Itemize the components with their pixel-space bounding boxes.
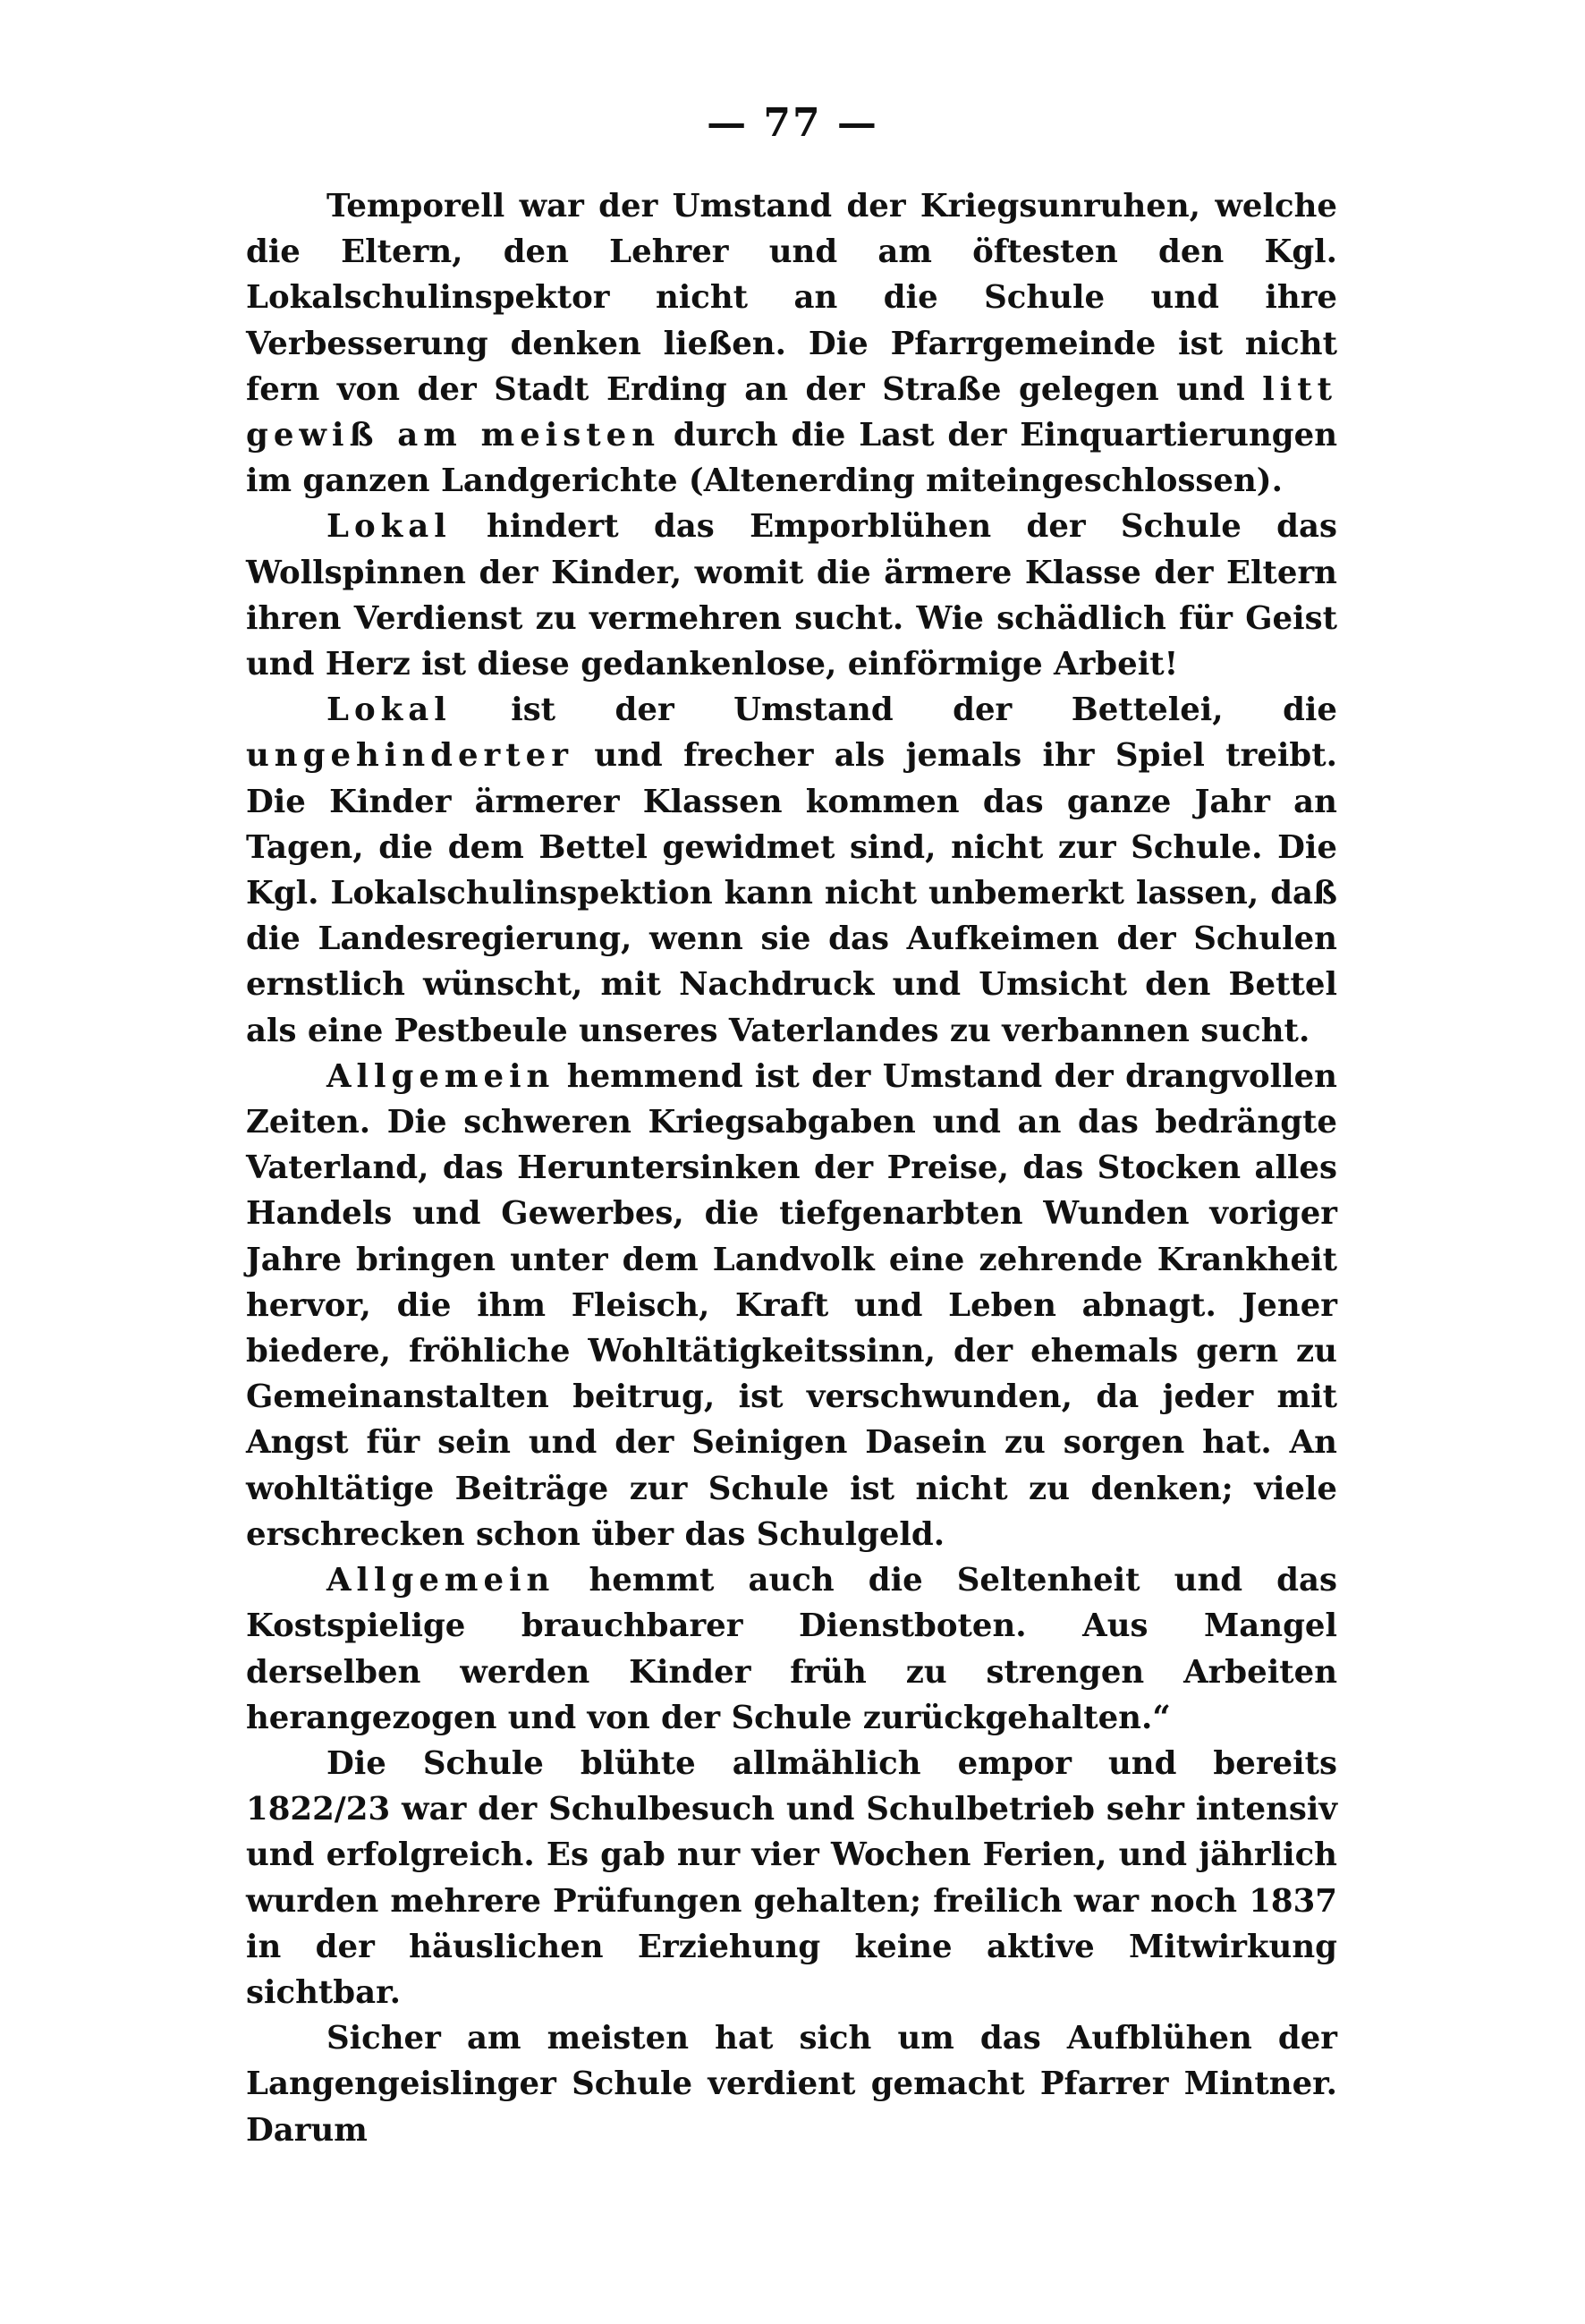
paragraph xyxy=(246,1557,1337,1741)
paragraph-text: Die Schule blühte allmählich empor und bereits 1822/23 war der Schulbesuch und Schulbetrieb sehr intensiv und erfolgreich. Es gab nur vier Wochen Ferien, und jährlich wurden mehrere Prüfungen gehalten; freilich war noch 1837 in der häuslichen Erziehung keine aktive Mitwirkung sichtbar. xyxy=(246,1744,1337,2011)
paragraph xyxy=(246,1741,1337,2015)
spaced-emphasis-text: Lokal xyxy=(326,691,452,729)
paragraph xyxy=(246,1054,1337,1557)
paragraph-text: und frecher als jemals ihr Spiel treibt. Die Kinder ärmerer Klassen kommen das ganze Jahr an Tagen, die dem Bettel gewidmet sind, nicht zur Schule. Die Kgl. Lokalschulinspektion kann nicht unbemerkt lassen, daß die Landesregierung, wenn sie das Aufkeimen der Schulen ernstlich wünscht, mit Nachdruck und Umsicht den Bettel als eine Pestbeule unseres Vaterlandes zu verbannen sucht. xyxy=(246,737,1337,1049)
paragraph-text: Temporell war der Umstand der Kriegsunruhen, welche die Eltern, den Lehrer und am öftesten den Kgl. Lokalschulinspektor nicht an die Schule und ihre Verbesserung denken ließen. Die Pfarrgemeinde ist nicht fern von der Stadt Erding an der Straße gelegen und xyxy=(246,188,1337,408)
paragraph xyxy=(246,504,1337,687)
paragraph xyxy=(246,183,1337,504)
paragraph-text: hemmt auch die Seltenheit und das Kostspielige brauchbarer Dienstboten. Aus Mangel derselben werden Kinder früh zu strengen Arbeiten herangezogen und von der Schule zurückgehalten.“ xyxy=(246,1562,1337,1736)
body-text xyxy=(246,183,1337,2153)
spaced-emphasis-text: ungehinderter xyxy=(246,737,573,775)
spaced-emphasis-text: Lokal xyxy=(326,508,452,546)
paragraph xyxy=(246,687,1337,1054)
paragraph-text: Sicher am meisten hat sich um das Aufblühen der Langengeislinger Schule verdient gemacht Pfarrer Mintner. Darum xyxy=(246,2020,1337,2149)
spaced-emphasis-text: Allgemein xyxy=(326,1562,555,1599)
spaced-emphasis-text: Allgemein xyxy=(326,1057,555,1095)
paragraph-text: hemmend ist der Umstand der drangvollen Zeiten. Die schweren Kriegsabgaben und an das bedrängte Vaterland, das Heruntersinken der Preise, das Stocken alles Handels und Gewerbes, die tiefgenarbten Wunden voriger Jahre bringen unter dem Landvolk eine zehrende Krankheit hervor, die ihm Fleisch, Kraft und Leben abnagt. Jener biedere, fröhliche Wohltätigkeitssinn, der ehemals gern zu Gemeinanstalten beitrug, ist verschwunden, da jeder mit Angst für sein und der Seinigen Dasein zu sorgen hat. An wohltätige Beiträge zur Schule ist nicht zu denken; viele erschrecken schon über das Schulgeld. xyxy=(246,1057,1337,1553)
paragraph xyxy=(246,2015,1337,2153)
page-number: — 77 — xyxy=(707,100,878,146)
spaced-emphasis-text: litt gewiß am meisten xyxy=(246,370,1337,454)
paragraph-text: durch die Last der Einquartierungen im ganzen Landgerichte (Altenerding miteingeschlossen). xyxy=(246,417,1337,500)
paragraph-text: ist der Umstand der Bettelei, die xyxy=(451,691,1337,729)
paragraph-text: hindert das Emporblühen der Schule das Wollspinnen der Kinder, womit die ärmere Klasse der Eltern ihren Verdienst zu vermehren sucht. Wie schädlich für Geist und Herz ist diese gedankenlose, einförmige Arbeit! xyxy=(246,508,1337,683)
